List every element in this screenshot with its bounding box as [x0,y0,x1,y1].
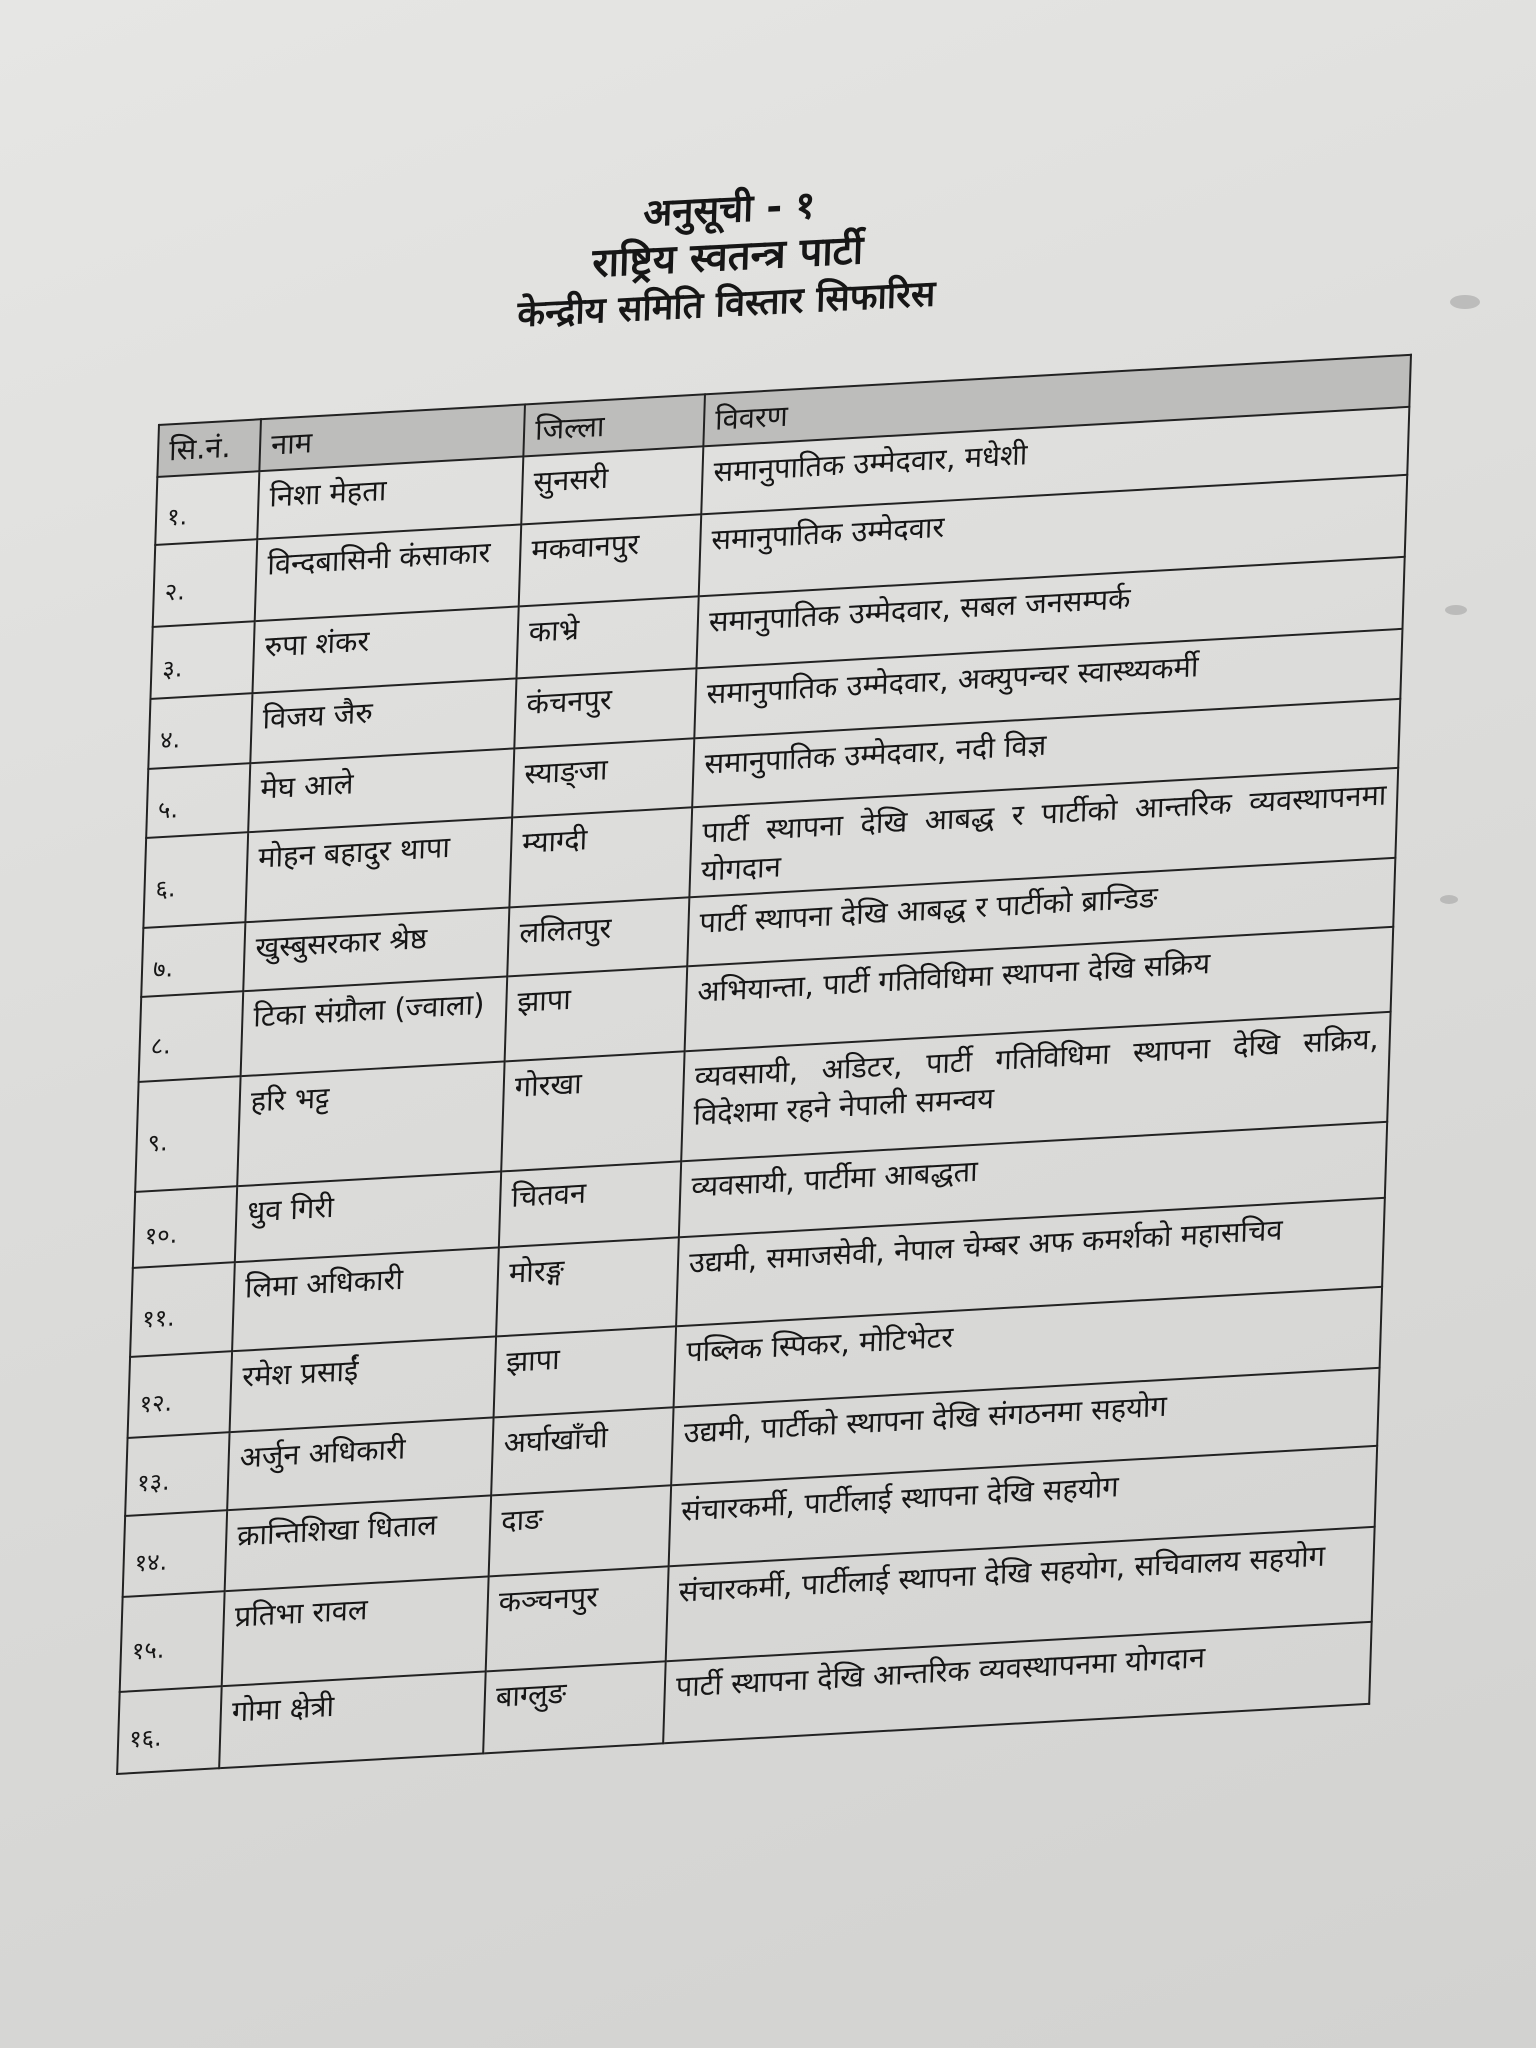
serial-number-cell: ५. [146,763,250,838]
description-cell: समानुपातिक उम्मेदवार, नदी विज्ञ [692,699,1400,808]
document-subject: केन्द्रीय समिति विस्तार सिफारिस [516,273,936,336]
district-cell: कंचनपुर [514,668,696,748]
district-cell: अर्घाखाँची [491,1407,673,1495]
serial-number-cell: १०. [133,1186,237,1268]
serial-number-cell: ३. [150,621,254,699]
members-table-container [116,354,1410,1775]
document-title [426,170,1030,344]
member-name-cell: मोहन बहादुर थापा [245,817,512,922]
member-name-cell: टिका संग्रौला (ज्वाला) [241,976,508,1076]
member-name-cell: विजय जैरु [250,678,516,763]
description-cell: समानुपातिक उम्मेदवार [699,475,1408,597]
description-cell: अभियान्ता, पार्टी गतिविधिमा स्थापना देखि सक्रिय [685,927,1394,1052]
district-cell: बाग्लुङ [483,1661,666,1753]
district-cell: काभ्रे [516,596,698,678]
member-name-cell: निशा मेहता [257,456,523,539]
header-name: नाम [259,404,525,471]
party-name: राष्ट्रिय स्वतन्त्र पार्टी [591,227,864,287]
district-cell: चितवन [499,1161,681,1247]
description-cell: व्यवसायी, पार्टीमा आबद्धता [679,1122,1387,1238]
serial-number-cell: ४. [148,693,252,769]
district-cell: स्याङ्जा [512,738,694,817]
serial-number-cell: १६. [117,1686,222,1774]
district-cell: कञ्चनपुर [486,1566,669,1671]
member-name-cell: रमेश प्रसाईं [230,1336,497,1432]
description-cell: पार्टी स्थापना देखि आन्तरिक व्यवस्थापनमा योगदान [663,1622,1372,1744]
member-name-cell: खुस्बुसरकार श्रेष्ठ [243,907,509,991]
serial-number-cell: १२. [128,1351,233,1438]
district-cell: मकवानपुर [519,514,702,606]
paper-speck [1445,605,1467,615]
member-name-cell: धुव गिरी [235,1171,501,1262]
member-name-cell: रुपा शंकर [252,606,518,693]
serial-number-cell: १३. [125,1432,229,1516]
serial-number-cell: १५. [120,1591,225,1692]
serial-number-cell: ७. [141,922,245,997]
district-cell: झापा [505,966,688,1061]
serial-number-cell: २. [153,539,258,627]
header-description: विवरण [703,355,1411,447]
member-name-cell: अर्जुन अधिकारी [227,1417,493,1510]
schedule-heading: अनुसूची - १ [642,182,816,236]
description-cell: संचारकर्मी, पार्टीलाई स्थापना देखि सहयोग [669,1446,1378,1567]
member-name-cell: प्रतिभा रावल [222,1576,489,1686]
description-cell: समानुपातिक उम्मेदवार, अक्युपन्चर स्वास्थ्यकर्मी [694,629,1402,739]
paper-speck [1450,295,1480,309]
header-district: जिल्ला [523,394,705,456]
member-name-cell: हरि भट्ट [237,1061,504,1186]
district-cell: दाङ [489,1485,672,1576]
member-name-cell: गोमा क्षेत्री [219,1671,486,1768]
serial-number-cell: १. [155,471,259,545]
description-cell: उद्यमी, समाजसेवी, नेपाल चेम्बर अफ कमर्शको महासचिव [676,1198,1385,1327]
header-serial: सि.नं. [157,419,261,477]
district-cell: गोरखा [501,1051,684,1171]
district-cell: झापा [494,1326,677,1417]
member-name-cell: क्रान्तिशिखा धिताल [225,1495,492,1591]
district-cell: ललितपुर [507,897,689,976]
paper-speck [1440,895,1458,904]
description-cell: उद्यमी, पार्टीको स्थापना देखि संगठनमा सहयोग [671,1368,1379,1486]
description-cell: पब्लिक स्पिकर, मोटिभेटर [674,1287,1383,1408]
table-body [117,407,1409,1774]
description-cell: पार्टी स्थापना देखि आबद्ध र पार्टीको आन्तरिक व्यवस्थापनमा योगदान [689,768,1398,898]
member-name-cell: मेघ आले [248,748,514,832]
serial-number-cell: ६. [143,832,248,928]
district-cell: सुनसरी [521,446,703,524]
member-name-cell: लिमा अधिकारी [232,1247,499,1351]
serial-number-cell: ८. [139,991,244,1082]
district-cell: म्याग्दी [509,807,692,907]
description-cell: व्यवसायी, अडिटर, पार्टी गतिविधिमा स्थापना देखि सक्रिय, विदेशमा रहने नेपाली समन्वय [681,1012,1390,1162]
description-cell: समानुपातिक उम्मेदवार, सबल जनसम्पर्क [696,557,1404,669]
serial-number-cell: ११. [130,1262,235,1357]
serial-number-cell: १४. [123,1510,228,1597]
description-cell: पार्टी स्थापना देखि आबद्ध र पार्टीको ब्रान्डिङ [687,858,1395,967]
description-cell: संचारकर्मी, पार्टीलाई स्थापना देखि सहयोग, सचिवालय सहयोग [666,1527,1375,1662]
serial-number-cell: ९. [135,1076,240,1192]
member-name-cell: विन्दबासिनी कंसाकार [255,524,522,621]
district-cell: मोरङ्ग [496,1237,679,1336]
members-table [116,354,1412,1775]
description-cell: समानुपातिक उम्मेदवार, मधेशी [701,407,1409,515]
